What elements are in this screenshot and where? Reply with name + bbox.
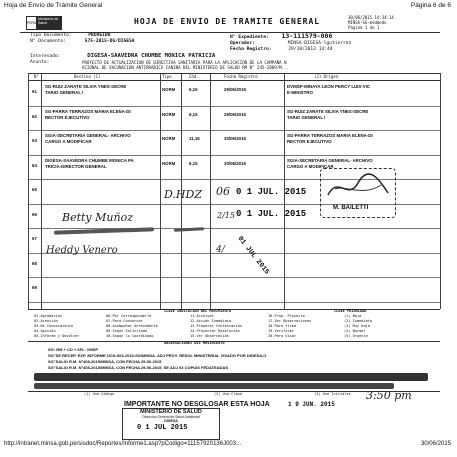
document-date-line: 30/06/2015 14:34:14	[348, 15, 394, 20]
fecha-registro-value: 29/10/2013 14:44	[288, 47, 333, 52]
seal-subtitle-2: DIGESA	[164, 419, 178, 423]
table-left-border	[28, 73, 29, 309]
legend-item: (2) Inmediato	[344, 319, 373, 323]
col-divider	[210, 73, 211, 309]
col-header-origen: (2) Origen	[314, 74, 339, 79]
legend-item: 11.Archivar	[190, 314, 214, 318]
row-origen-cont: TARIO GENERAL I	[287, 114, 326, 120]
row-destino: SGIA-SECRETARIA GENERAL- ARCHIVO	[45, 133, 131, 138]
row-fecha: 29/06/2015	[224, 87, 246, 92]
row-origen-cont: E-MINISTRO	[287, 90, 313, 95]
print-url: http://intranet.minsa.gob.pe/sisdoc/Reportes/Informe1.asp?pCodigo=11157920136J003...	[4, 441, 242, 447]
row-destino: SG-PARRA TERRAZOS MARIA ELENA-DI	[45, 108, 131, 114]
col-divider	[160, 73, 161, 309]
signature-name: M. BAILETTI	[333, 205, 369, 211]
handwritten-row66-name: Betty Muñoz	[62, 211, 133, 224]
code-note-2: (2) Use Clave	[214, 392, 243, 396]
legend-col-4	[268, 314, 311, 339]
handwritten-row68-code: 4/	[216, 245, 225, 255]
browser-print-header	[0, 0, 457, 12]
row-number: 63	[32, 138, 37, 143]
row-number: 61	[32, 89, 37, 94]
minsa-logo	[26, 16, 62, 30]
handwritten-row68-name: Heddy Venero	[46, 245, 118, 256]
row-destino-cont: CARGO A MODIFICAR	[45, 139, 92, 144]
legend-col-1	[34, 314, 79, 339]
row-fecha: 30/06/2015	[224, 136, 246, 141]
meta-bottom	[30, 53, 444, 70]
code-note-3: (3) Use Iniciales	[314, 392, 351, 396]
obs-line: SG"SALIO R.M. N°408-2015/MINSA, CON FECHA 29-06-2015	[48, 359, 162, 364]
row-fecha: 29/06/2015	[224, 111, 246, 117]
row-codigo: 6,15	[189, 160, 198, 166]
print-page-number: Página 6 de 6	[410, 2, 451, 9]
row-tipo: NORM	[162, 111, 176, 117]
interesado-value: DIGESA-SAAVEDRA CHUMBE MONICA PATRICIA	[87, 53, 216, 59]
asunto-line-2: ACIONAL DE VACUNACION ANTIRRABICA CANINA DEL MINISTERIO DE SALUD RM N° 245-2009/M...	[82, 65, 290, 70]
expediente-label: N° Expediente:	[230, 35, 269, 40]
legend-col-3	[190, 314, 242, 339]
row-destino-cont: TARIO GENERAL I	[45, 90, 84, 95]
legend-item: (4) Normal	[344, 329, 366, 333]
ndoc-value: 575-2015-DG/DIGESA	[84, 39, 135, 44]
june-stamp: 1 9 JUN. 2015	[288, 401, 335, 408]
legend-item: 08.Acompañar Antecedente	[106, 324, 158, 328]
tipo-doc-label: Tipo Documento:	[30, 33, 72, 38]
legend-title: CLAVE INDICACION DEL MOVIMIENTO	[164, 309, 232, 313]
interesado-label: Interesado:	[30, 54, 61, 59]
legend-item: 15.Ver Observación	[190, 334, 229, 338]
legend-item: 06.Por Corresponderle	[106, 314, 152, 318]
row-divider	[28, 106, 440, 107]
handwritten-time: 3:50 pm	[366, 389, 412, 402]
row-destino-cont: RECTOR EJECUTIVO	[45, 114, 90, 120]
obs-line: SG"SALIO R.M. N°408-2015/MINSA, CON FECHA 29-06-2015, SE ADJ 03 COPIAS FEDATEADAS	[48, 365, 229, 370]
table-right-border	[440, 73, 441, 309]
print-date: 30/06/2015	[420, 441, 451, 447]
col-header-n: N°	[34, 74, 39, 79]
legend-top-border	[28, 309, 440, 310]
meta-right	[230, 33, 351, 53]
row-number: 68	[32, 260, 37, 266]
tipo-doc-value: PROVEIDO	[88, 33, 111, 38]
col-header-tipo: Tipo	[162, 74, 172, 79]
obs-top-border	[28, 341, 440, 342]
row-origen-cont: CARGO A MODIFICAR	[287, 163, 334, 169]
priority-title: CLAVE PRIORIDAD	[334, 309, 367, 313]
asunto-line-1: PROYECTO DE ACTUALIZACION DE DIRECTIVA SANITARIA PARA LA APLICACION DE LA CAMPAÑA N	[82, 60, 287, 65]
diagonal-date-stamp: 01 JUL 2015	[235, 235, 271, 277]
ministry-seal	[122, 408, 220, 440]
legend-item: 17.Ver Observaciones	[268, 319, 312, 323]
legend-item: 10.Según lo Coordinado	[106, 334, 154, 338]
legend-item: 16.Prep. Proyecto	[268, 314, 305, 318]
asunto-value	[82, 60, 289, 70]
row-codigo: 6,15	[189, 111, 198, 117]
legend-priority	[344, 314, 372, 339]
handwritten-row65-initials: D.HDZ	[164, 188, 202, 201]
row-tipo: NORM	[162, 136, 176, 141]
row-origen: SG-PARRA TERRAZOS MARIA ELENA-DI	[287, 133, 373, 138]
legend-item: (5) Urgente	[344, 334, 368, 338]
col-header-fecha: Fecha Registro	[224, 74, 258, 79]
print-page-title: Hoja de Envío de Trámite General	[4, 2, 103, 9]
obs-title: OBSERVACIONES DEL MOVIMIENTO	[164, 341, 225, 345]
legend-item: (1) Baja	[344, 314, 362, 318]
legend-col-2	[106, 314, 158, 339]
operador-label: Operador:	[230, 41, 255, 46]
logo-peru-box: PERÚ	[27, 17, 36, 29]
seal-title: MINISTERIO DE SALUD	[140, 409, 202, 415]
legend-item: 01.Aprobación	[34, 314, 63, 318]
legend-item: 13.Preparar Contestación	[190, 324, 242, 328]
legend-item: 14.Proyectar Resolución	[190, 329, 240, 333]
redaction-bar	[34, 373, 428, 381]
row-divider	[28, 277, 440, 278]
legend-item: 12.Acción Inmediata	[190, 319, 232, 323]
seal-date: 0 1 JUL 2015	[137, 424, 188, 432]
legend-item: 02.Atención	[34, 319, 58, 323]
code-note-1: (1) Use Código	[84, 392, 115, 396]
row-codigo: 11,15	[189, 136, 200, 141]
obs-line: SG"SE RECEP. EXP. INFORME UCN-063-2015-SG/MINSA, ADJ PROY. RESOL MINISTERIAL VISADO POR DIGESA,O	[48, 353, 267, 358]
legend-item: 05.Informe y Devolver	[34, 334, 80, 338]
legend-item: 18.Para firma	[268, 324, 297, 328]
col-divider	[41, 73, 42, 309]
document-page-line: Página 1 de 1	[348, 25, 380, 30]
legend-item: 03.De Conocimiento	[34, 324, 73, 328]
row-origen: SG-RUIZ ZARATE SILVIA YNES-SECRE	[287, 108, 369, 114]
document-datetime	[348, 15, 394, 30]
document-title: HOJA DE ENVIO DE TRAMITE GENERAL	[134, 17, 321, 26]
operador-value: MINSA-DIGESA-lgutierrez	[287, 41, 352, 46]
row-origen-cont: RECTOR EJECUTIVO	[287, 139, 332, 144]
important-note: IMPORTANTE NO DESGLOSAR ESTA HOJA	[124, 401, 270, 408]
row-destino-cont: TRICIA-DIRECTOR GENERAL	[45, 163, 107, 169]
asunto-label: Asunto:	[30, 60, 50, 65]
handwritten-row66-code: 2/15	[217, 211, 235, 220]
redaction-bar	[34, 383, 394, 389]
meta-left	[30, 33, 135, 45]
row-number: 64	[32, 162, 37, 168]
row-divider	[28, 130, 440, 131]
scribble-mark	[174, 227, 204, 232]
legend-item: 20.Para Visar	[268, 334, 297, 338]
row-number: 65	[32, 187, 37, 192]
legend-item: 04.Opinión	[34, 329, 56, 333]
signature-scrawl-icon	[323, 173, 393, 203]
legend-item: (3) Muy baja	[344, 324, 370, 328]
row-tipo: NORM	[162, 87, 176, 92]
col-header-codigo: Cód.	[189, 74, 199, 79]
legend-item: 19.Verificar	[268, 329, 294, 333]
expediente-value: 13-111579-006	[281, 32, 333, 40]
row-tipo: NORM	[162, 160, 176, 166]
signature-seal	[320, 168, 396, 218]
row-number: 67	[32, 236, 37, 241]
col-header-destino: Destino (1)	[74, 74, 101, 79]
seal-subtitle: Dirección General de Salud Ambiental	[142, 415, 200, 419]
obs-line: SG: RM + CD + 6FL. VMSP	[48, 347, 99, 352]
date-stamp-row66: 0 1 JUL. 2015	[236, 209, 307, 219]
ndoc-label: N° Documento:	[30, 39, 66, 44]
date-stamp-row65: 0 1 JUL. 2015	[236, 187, 307, 197]
row-fecha: 30/06/2015	[224, 160, 246, 166]
logo-ministry-text: Ministerio de Salud	[38, 17, 59, 25]
handwritten-row65-code: 06	[216, 185, 230, 198]
row-divider	[28, 302, 440, 303]
row-destino: SG-RUIZ ZARATE SILVIA YNES-SECRE	[45, 84, 127, 89]
row-destino: DIGESA-SAAVEDRA CHUMBE MONICA PA	[45, 157, 134, 163]
row-number: 69	[32, 285, 37, 290]
header-bottom-border	[28, 80, 440, 81]
row-codigo: 6,15	[189, 87, 198, 92]
row-number: 62	[32, 113, 37, 119]
document-user-line: MINSA-SG-medmedo	[348, 20, 387, 25]
row-origen: SGIA-SECRETARIA GENERAL- ARCHIVO	[287, 157, 373, 163]
row-divider	[28, 155, 440, 156]
row-origen: DVMSP-MINAYA LEON PERCY LUIS-VIC	[287, 84, 371, 89]
document-sheet	[14, 13, 446, 437]
row-number: 66	[32, 211, 37, 217]
legend-item: 07.Para Conversar	[106, 319, 143, 323]
legend-item: 09.Según Solicitado	[106, 329, 148, 333]
fecha-registro-label: Fecha Registro:	[230, 47, 272, 52]
